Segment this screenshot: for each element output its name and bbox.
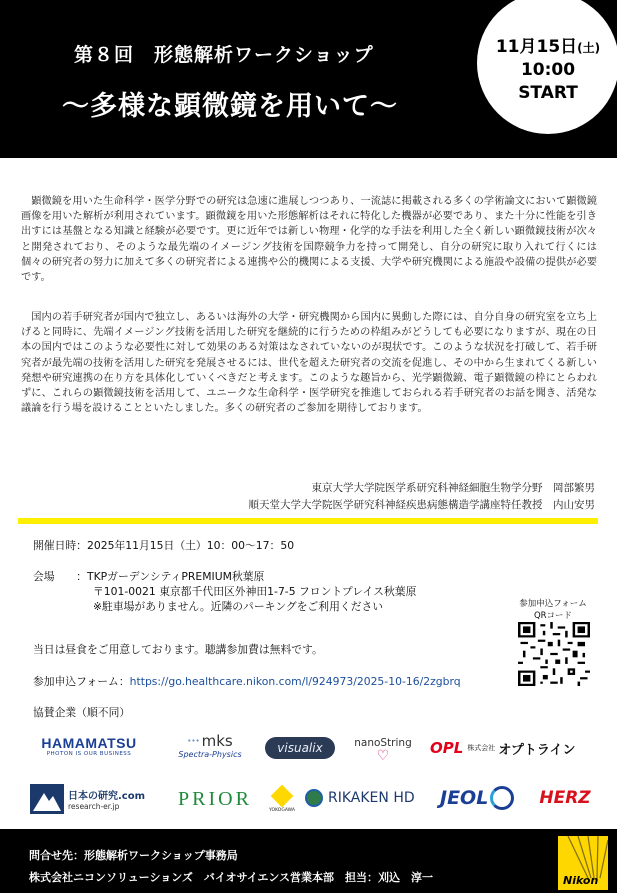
logo-herz: HERZ [539,788,591,808]
contact-company: 株式会社ニコンソリューションズ バイオサイエンス営業本部 担当：刈込 淳一 [29,871,434,884]
sponsors-heading: 協賛企業（順不同） [33,706,131,719]
qr-code[interactable] [518,622,590,686]
venue-address: 〒101-0021 東京都千代田区外神田1-7-5 フロントプレイス秋葉原 [93,585,417,598]
logo-nihon-kenkyu: 日本の研究.com research-er.jp [30,784,160,814]
event-datetime: 開催日時：2025年11月15日（土）10：00〜17：50 [33,539,295,552]
date-circle [477,0,617,134]
intro-paragraph-1: 顕微鏡を用いた生命科学・医学分野での研究は急速に進展しつつあり、一流誌に掲載される多くの学術論文において顕微鏡画像を用いた解析が利用されています。顕微鏡を用いた形態解析はそれに特化した機器が必要であり、また十分に性能を引き出すには基盤となる知識と経験が必要です。更に近年では新しい物理・化学的な手法を利用した全く新しい顕微鏡技術が次々と開発されており、そのような最先端のイメージング技術を国際競争力を持って開発し、自分の研究に取り入れて行くには個々の研究者の努力に加えて多くの研究者による連携や公的機関による支援、大学や研究機関による施設や設備の提供が必要です。 [21,196,597,284]
ribbon-icon: ♡ [376,748,390,764]
nikon-logo: Nikon [558,836,608,890]
rikaken-swirl-icon [305,789,323,807]
logo-mks-spectra-physics: ••• mks Spectra-Physics [178,731,242,759]
lunch-note: 当日は昼食をご用意しております。聴講参加費は無料です。 [33,643,323,656]
event-date: 11月15日(土) [495,37,601,57]
diamond-icon [271,784,294,807]
mks-dots-icon: ••• [187,736,200,745]
contact-heading: 問合せ先：形態解析ワークショップ事務局 [29,849,238,862]
logo-visualix: visualix [265,737,335,759]
logo-hamamatsu: HAMAMATSU PHOTON IS OUR BUSINESS [41,735,137,757]
start-label: START [518,83,578,103]
mountain-icon [30,784,64,814]
form-label: 参加申込フォーム： [33,675,130,688]
parking-note: ※駐車場がありません。近隣のパーキングをご利用ください [93,600,384,613]
yellow-divider [18,518,598,524]
signature-okabe: 東京大学大学院医学系研究科神経細胞生物学分野 岡部繁男 [311,482,595,494]
registration-link[interactable]: https://go.healthcare.nikon.com/l/924973/2025-10-16/2zgbrq [129,675,461,688]
event-time: 10:00 [520,60,576,80]
registration-form-line [33,674,461,689]
logo-yokogawa: YOKOGAWA [262,782,302,818]
event-subtitle: 〜多様な顕微鏡を用いて〜 [62,91,398,122]
qr-label: 参加申込フォーム QRコード [519,599,587,621]
logo-prior: PRIOR [178,787,252,810]
logo-optline: OPL 株式会社 オプトライン [430,739,576,758]
logo-nanostring: nanoString ♡ [354,737,412,764]
event-title: 第８回 形態解析ワークショップ [74,44,374,66]
logo-jeol: JEOL [440,784,524,812]
event-weekday: (土) [577,41,601,55]
intro-paragraph-2: 国内の若手研究者が国内で独立し、あるいは海外の大学・研究機関から国内に異動した際には、自分自身の研究室を立ち上げると同時に、先端イメージング技術を活用した研究を継続的に行うための枠組みがどうしても必要になりますが、現在の日本の国内ではこのような必要性に対して効果のある対策はなされていないのが現状です。このような状況を打破して、若手研究者が最先端の技術を活用した研究を発展させるには、世代を超えた研究者の交流を促進し、その中から生まれてくる新しい発想や研究連携の在り方を具体化していくべきだと考えます。このような趣旨から、光学顕微鏡、電子顕微鏡の枠にとらわれずに、これらの顕微鏡技術を活用して、ユニークな生命科学・医学研究を推進しておられる若手研究者のお話を聞き、活発な議論を行う場を設けることといたしました。多くの研究者のご参加を期待しております。 [21,312,597,415]
venue: 会場 ：TKPガーデンシティPREMIUM秋葉原 [33,570,265,583]
jeol-swoosh-icon [490,786,514,810]
logo-rikaken: RIKAKEN HD [305,786,440,810]
signature-uchiyama: 順天堂大学大学院医学研究科神経疾患病態構造学講座特任教授 内山安男 [248,499,595,511]
